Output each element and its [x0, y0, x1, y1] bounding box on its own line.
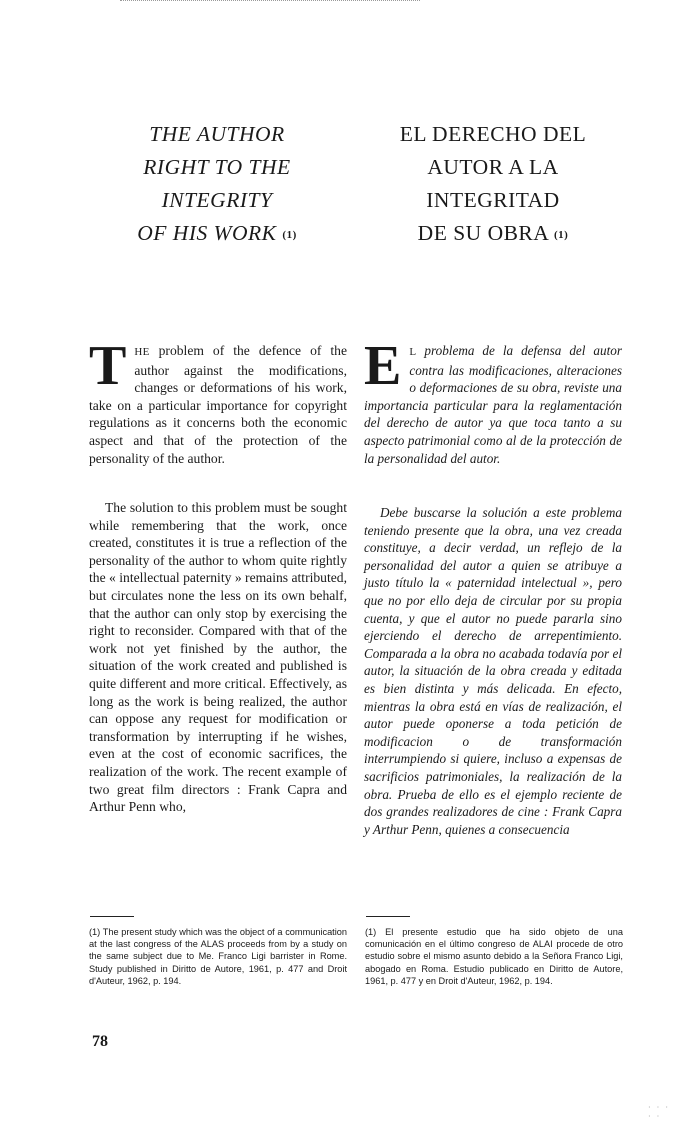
english-title — [92, 118, 342, 250]
english-footnote: (1) The present study which was the object of a communication at the last congress of the ALAS proceeds from by a study on the same subject due to Me. Franco Ligi barrister in Rome. Study published in Diritto de Autore, 1961, p. 477 and Droit d'Auteur, 1962, p. 194. — [89, 927, 347, 986]
first-word-small-caps: L — [409, 346, 417, 358]
drop-cap: E — [364, 335, 402, 397]
title-line: THE AUTHOR — [149, 122, 285, 146]
title-line: RIGHT TO THE — [143, 155, 291, 179]
paragraph-text: The solution to this problem must be sought while remembering that the work, once created, constitutes it is true a reflection of the personality of the author to whom quite rightly the « intellectual paternity » remains attributed, but circulates none the less on its own behalf, that the author can only stop by exercising the right to reconsider. Compared with that of the work not yet finished by the author, the situation of the work created and published is quite different and more critical. Effectively, as long as the work is being realized, the author can oppose any request for modification or transformation by interrupting if he wishes, even at the cost of economic sacrifices, the realization of the work. The recent example of two great film directors : Frank Capra and Arthur Penn who, — [89, 500, 347, 815]
spanish-paragraph-1 — [364, 335, 622, 467]
title-line: OF HIS WORK — [137, 221, 277, 245]
title-footnote-marker[interactable]: (1) — [282, 229, 297, 241]
first-word-small-caps: HE — [134, 346, 150, 358]
paragraph-text: problema de la defensa del autor contra las modificaciones, alteraciones o deformaciones de su obra, reviste una importancia particular para la reglamentación del derecho de autor ya que toca tanto a su aspecto patrimonial como al de la protección de la personalidad del autor. — [364, 343, 622, 466]
spanish-title — [368, 118, 618, 250]
english-paragraph-1 — [89, 335, 347, 467]
footnote-rule — [366, 916, 410, 917]
title-line: DE SU OBRA — [417, 221, 549, 245]
english-paragraph-2 — [89, 499, 347, 816]
page-number: 78 — [92, 1033, 108, 1050]
paragraph-text: Debe buscarse la solución a este problema teniendo presente que la obra, una vez creada constituye, a decir verdad, un reflejo de la personalidad del autor a quien se atribuye a justo título la « paternidad intelectual », pero que no por ello deja de circular por su propia cuenta, y que el autor no puede pararla sino ejerciendo el derecho de arrepentimiento. Comparada a la obra no acabada todavía por el autor, la situación de la obra creada y editada es bien distinta y más delicada. En efecto, mientras la obra está en vías de realización, el autor puede oponerse a toda petición de modificacion o de transformación interrumpiendo si quiere, incluso a expensas de sacrificios patrimoniales, la realización de la obra. Prueba de ello es el ejemplo reciente de dos grandes realizadores de cine : Frank Capra y Arthur Penn, quienes a consecuencia — [364, 505, 622, 837]
scan-top-marks — [120, 0, 420, 5]
spanish-footnote: (1) El presente estudio que ha sido objeto de una comunicación en el último congreso de ALAI procede de otro estudio sobre el mismo asunto debido a la Señora Franco Ligi, abogado en Roma. Estudio publicado en Diritto de Autore, 1961, p. 477 y en Droit d'Auteur, 1962, p. 194. — [365, 927, 623, 986]
paragraph-text: problem of the defence of the author against the modifications, changes or deformations of his work, take on a particular importance for copyright regulations as it concerns both the economic aspect and that of the protection of the personality of the author. — [89, 343, 347, 466]
scan-specks: · · · · · — [648, 1103, 670, 1121]
title-line: AUTOR A LA — [427, 155, 559, 179]
title-line: INTEGRITAD — [426, 188, 560, 212]
spanish-paragraph-2 — [364, 504, 622, 838]
title-line: INTEGRITY — [161, 188, 273, 212]
title-footnote-marker[interactable]: (1) — [554, 229, 569, 241]
footnote-rule — [90, 916, 134, 917]
title-line: EL DERECHO DEL — [399, 122, 587, 146]
drop-cap: T — [89, 335, 127, 397]
